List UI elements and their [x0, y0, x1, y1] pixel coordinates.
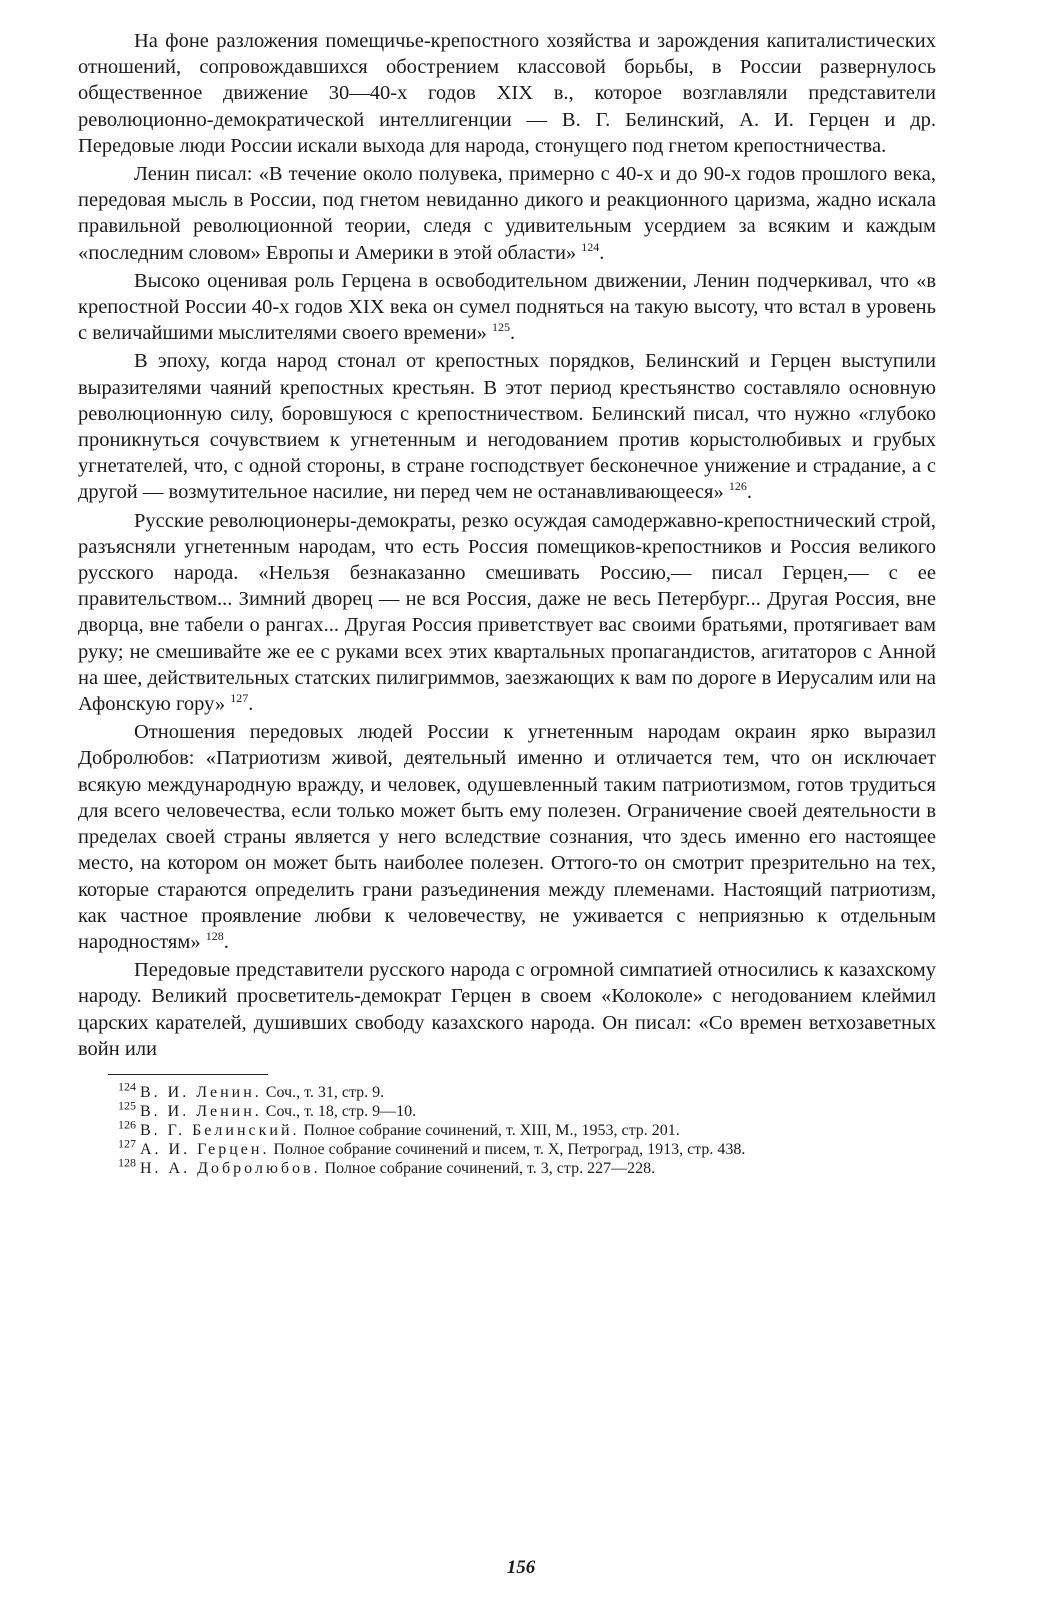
footnote-separator [108, 1074, 268, 1075]
footnote: $^{124}$ В. И. Ленин. Соч., т. 31, стр. 9. [118, 1079, 385, 1101]
paragraph: Высоко оценивая роль Герцена в освободительном движении, Ленин подчеркивал, что «в крепостной России 40-х годов XIX века он сумел подняться на такую высоту, что встал в уровень с величайшими мыслителями своего времени» $^{125}$. [78, 269, 936, 345]
paragraph: В эпоху, когда народ стонал от крепостных порядков, Белинский и Герцен выступили выразителями чаяний крепостных крестьян. В этот период крестьянство составляло основную революционную силу, боровшуюся с крепостничеством. Белинский писал, что нужно «глубоко проникнуться сочувствием к угнетенным и негодованием против корыстолюбивых и грубых угнетателей, что, с одной стороны, в стране господствует бесконечное унижение и страдание, а с другой — возмутительное насилие, ни перед чем не останавливающееся» $^{126}$. [78, 350, 936, 504]
footnote: $^{126}$ В. Г. Белинский. Полное собрание сочинений, т. XIII, М., 1953, стр. 201. [118, 1117, 680, 1139]
page-body [78, 28, 936, 1178]
paragraph: Отношения передовых людей России к угнетенным народам окраин ярко выразил Добролюбов: «Патриотизм живой, деятельный именно и отличается тем, что он исключает всякую международную вражду, и человек, одушевленный таким патриотизмом, готов трудиться для всего человечества, если только может быть ему полезен. Ограничение своей деятельности в пределах своей страны является у него вследствие сознания, что здесь именно его настоящее место, на котором он может быть наиболее полезен. Оттого-то он смотрит презрительно на тех, которые стараются определить грани разъединения между племенами. Настоящий патриотизм, как частное проявление любви к человечеству, не уживается с неприязнью к отдельным народностям» $^{128}$. [78, 721, 936, 953]
footnote: $^{127}$ А. И. Герцен. Полное собрание сочинений и писем, т. X, Петроград, 1913, стр. 438. [118, 1136, 746, 1158]
footnote-ref: 128 [205, 929, 224, 944]
paragraph: Русские революционеры-демократы, резко осуждая самодержавно-крепостнический строй, разъясняли угнетенным народам, что есть Россия помещиков-крепостников и Россия великого русского народа. «Нельзя безнаказанно смешивать Россию,— писал Герцен,— с ее правительством... Зимний дворец — не вся Россия, даже не весь Петербург... Другая Россия, вне дворца, вне табели о рангах... Другая Россия приветствует вас своими братьями, протягивает вам руку; не смешивайте же ее с руками всех этих квартальных пропагандистов, агитаторов с Анной на шее, действительных статских пилигриммов, заезжающих к вам по дороге в Иерусалим или на Афонскую гору» $^{127}$. [78, 509, 936, 716]
footnote: $^{125}$ В. И. Ленин. Соч., т. 18, стр. 9—10. [118, 1098, 417, 1120]
footnote: $^{128}$ Н. А. Добролюбов. Полное собрание сочинений, т. 3, стр. 227—228. [118, 1155, 656, 1177]
footnote-ref: 127 [230, 691, 249, 706]
paragraph: Передовые представители русского народа с огромной симпатией относились к казахскому народу. Великий просветитель-демократ Герцен в своем «Колоколе» с негодованием клеймил царских карателей, душивших свободу казахского народа. Он писал: «Со времен ветхозаветных войн или [78, 959, 936, 1060]
footnote-ref: 125 [492, 320, 511, 335]
paragraph: На фоне разложения помещичье-крепостного хозяйства и зарождения капиталистических отношений, сопровождавшихся обострением классовой борьбы, в России развернулось общественное движение 30—40-х годов XIX в., которое возглавляли представители революционно-демократической интеллигенции — В. Г. Белинский, А. И. Герцен и др. Передовые люди России искали выхода для народа, стонущего под гнетом крепостничества. [78, 30, 936, 157]
paragraph: Ленин писал: «В течение около полувека, примерно с 40-х и до 90-х годов прошлого века, передовая мысль в России, под гнетом невиданно дикого и реакционного царизма, жадно искала правильной революционной теории, следя с удивительным усердием за всяким и каждым «последним словом» Европы и Америки в этой области» $^{124}$. [78, 163, 936, 264]
page-number: 156 [506, 1557, 536, 1578]
footnote-ref: 126 [728, 479, 747, 494]
footnote-ref: 124 [581, 239, 600, 254]
